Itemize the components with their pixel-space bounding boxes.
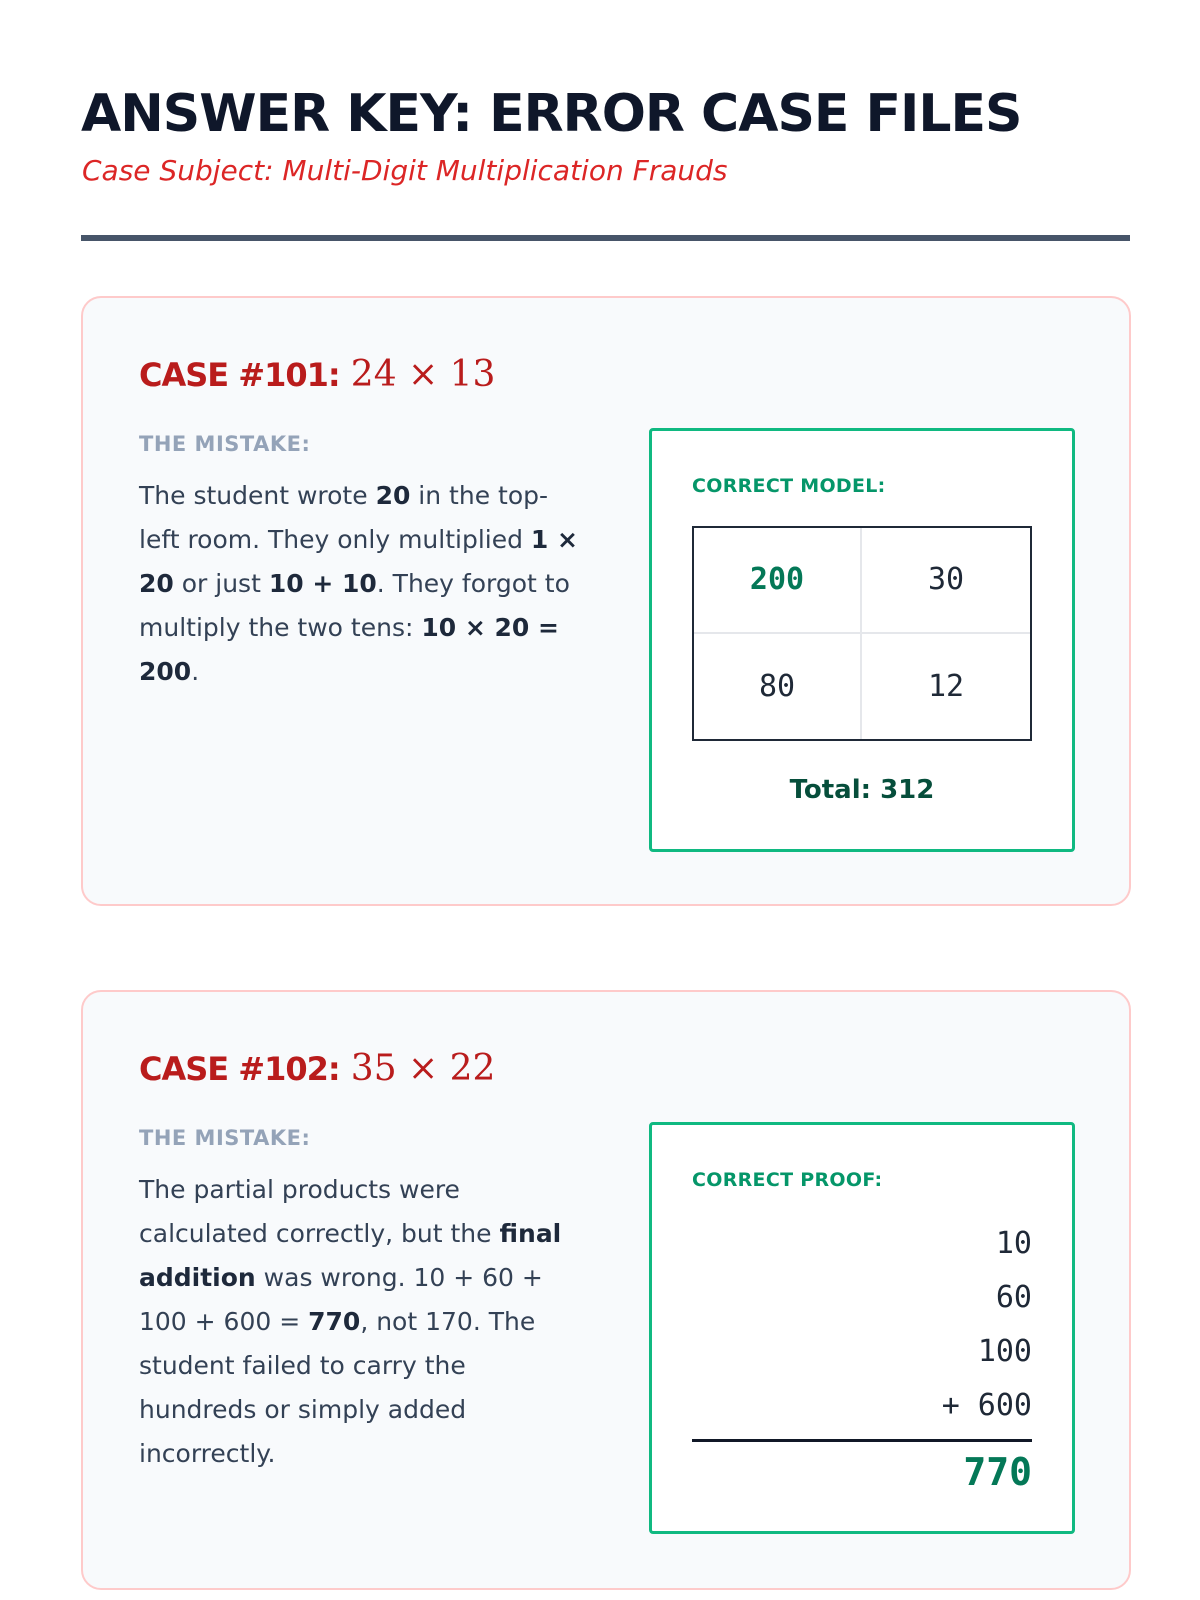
case-title	[139, 354, 495, 395]
case-label: CASE #102:	[139, 1050, 340, 1088]
proof-line: 60	[995, 1280, 1032, 1315]
area-cell-bottom-left: 80	[694, 634, 862, 740]
mistake-text	[139, 1168, 579, 1476]
body-text: in the top-left room. They only multiplied	[139, 481, 549, 554]
model-total: Total: 312	[789, 775, 935, 805]
body-text: The partial products were calculated correctly, but the	[139, 1175, 500, 1248]
mistake-text	[139, 474, 579, 694]
case-card-102	[81, 990, 1131, 1590]
proof-line: + 600	[941, 1388, 1032, 1423]
mistake-heading: THE MISTAKE:	[139, 432, 311, 456]
emphasis-text: 10 × 20 = 200	[139, 613, 559, 686]
emphasis-text: final addition	[139, 1219, 562, 1292]
page-title: ANSWER KEY: ERROR CASE FILES	[81, 84, 1022, 144]
case-label: CASE #101:	[139, 356, 340, 394]
body-text: The student wrote	[139, 481, 376, 510]
emphasis-text: 10 + 10	[268, 569, 377, 598]
area-model-grid	[692, 526, 1032, 741]
case-expression: 35 × 22	[350, 1048, 496, 1089]
body-text: .	[191, 657, 200, 686]
correct-proof-box	[649, 1122, 1075, 1534]
emphasis-text: 20	[375, 481, 411, 510]
body-text: . They forgot to multiply the two tens:	[139, 569, 570, 642]
title-divider	[81, 235, 1130, 241]
emphasis-text: 770	[308, 1307, 361, 1336]
correct-model-box	[649, 428, 1075, 852]
proof-line: 100	[977, 1334, 1032, 1369]
mistake-heading: THE MISTAKE:	[139, 1126, 311, 1150]
proof-line: 10	[995, 1226, 1032, 1261]
body-text: was wrong. 10 + 60 + 100 + 600 =	[139, 1263, 543, 1336]
emphasis-text: 1 × 20	[139, 525, 578, 598]
page-subtitle: Case Subject: Multi-Digit Multiplication Frauds	[82, 154, 728, 187]
area-cell-top-right: 30	[862, 528, 1030, 634]
body-text: or just	[173, 569, 269, 598]
case-title	[139, 1048, 495, 1089]
case-expression: 24 × 13	[350, 354, 496, 395]
proof-heading: CORRECT PROOF:	[692, 1169, 883, 1191]
area-cell-bottom-right: 12	[927, 668, 965, 704]
case-card-101	[81, 296, 1131, 906]
model-heading: CORRECT MODEL:	[692, 475, 886, 497]
proof-result: 770	[963, 1450, 1032, 1494]
addition-proof	[692, 1217, 1032, 1502]
area-cell-top-left: 200	[694, 528, 862, 634]
body-text: , not 170. The student failed to carry the hundreds or simply added incorrectly.	[139, 1307, 536, 1468]
